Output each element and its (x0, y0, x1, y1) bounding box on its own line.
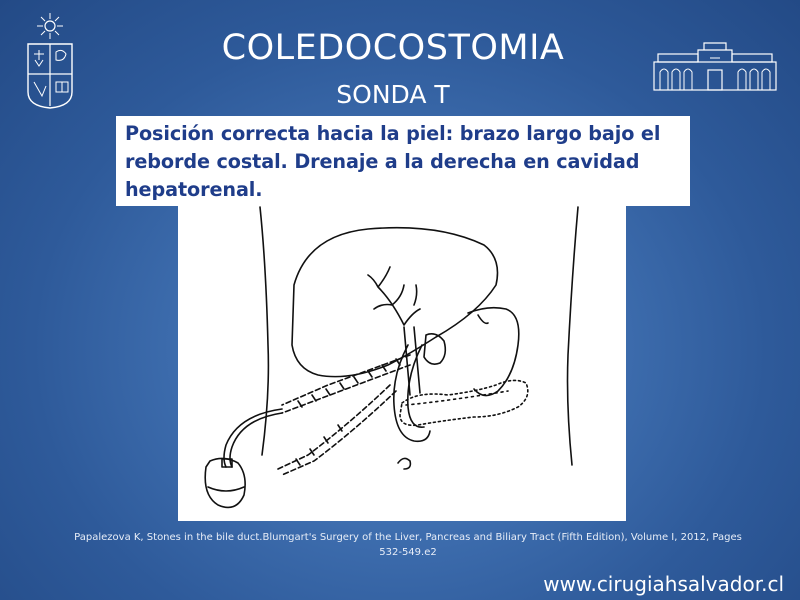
callout-box (116, 116, 690, 206)
slide-subtitle: SONDA T (336, 80, 450, 109)
anatomy-illustration (178, 205, 626, 521)
t-tube-drawing (178, 205, 626, 521)
slide-title: COLEDOCOSTOMIA (221, 28, 565, 68)
callout-text: Posición correcta hacia la piel: brazo largo bajo el reborde costal. Drenaje a la derecha en cavidad hepatorenal. (125, 122, 661, 201)
website-link[interactable]: www.cirugiahsalvador.cl (543, 572, 784, 596)
citation-text: Papalezova K, Stones in the bile duct.Blumgart's Surgery of the Liver, Pancreas and Biliary Tract (Fifth Edition), Volume I, 2012, Pages 532-549.e2 (74, 532, 742, 558)
